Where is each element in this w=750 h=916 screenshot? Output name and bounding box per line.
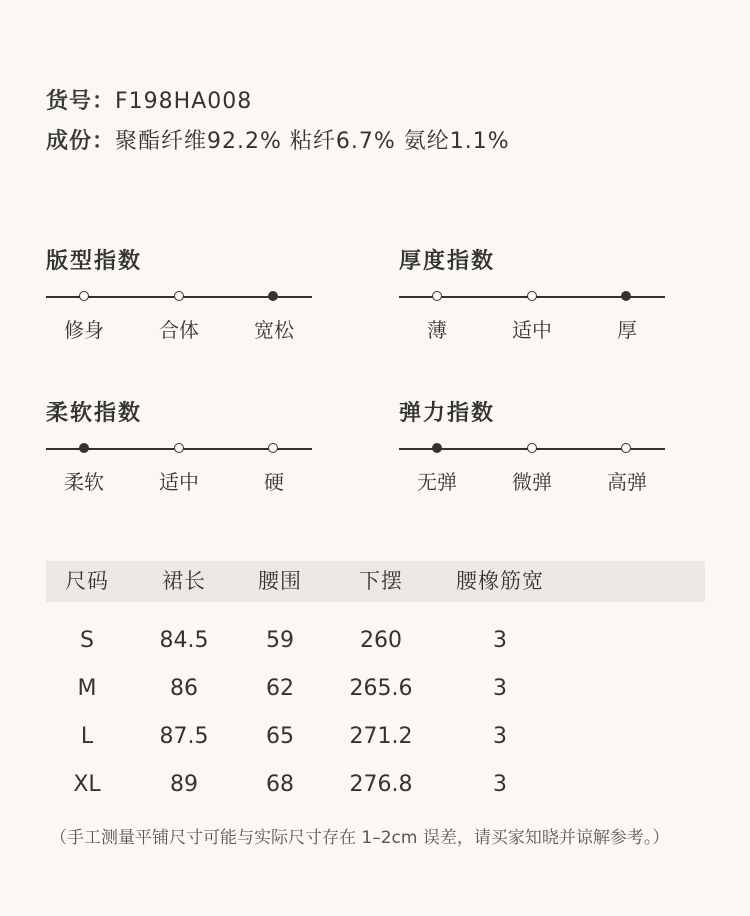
cell-waistband-width: 3	[493, 628, 507, 653]
cell-waist: 65	[266, 724, 294, 749]
header-waistband-width: 腰橡筋宽	[456, 569, 544, 593]
cell-waistband-width: 3	[493, 772, 507, 797]
cell-hem: 276.8	[349, 772, 413, 797]
fit-index-title: 版型指数	[46, 249, 143, 274]
thickness-index-dot	[527, 291, 537, 301]
fit-index-dot	[268, 291, 278, 301]
thickness-option-label: 适中	[512, 318, 552, 342]
fit-index-dot	[79, 291, 89, 301]
cell-waist: 62	[266, 676, 294, 701]
cell-hem: 265.6	[349, 676, 413, 701]
fit-option-label: 宽松	[254, 318, 294, 342]
cell-size: L	[80, 724, 94, 749]
sku-label: 货号：	[46, 89, 116, 114]
cell-waistband-width: 3	[493, 676, 507, 701]
fit-index-dot	[174, 291, 184, 301]
composition-value: 聚酯纤维92.2% 粘纤6.7% 氨纶1.1%	[115, 129, 510, 154]
cell-length: 84.5	[159, 628, 209, 653]
softness-index-dot	[268, 443, 278, 453]
stretch-option-label: 微弹	[512, 470, 552, 494]
sku-line	[46, 84, 252, 115]
cell-waist: 68	[266, 772, 294, 797]
measurement-note: （手工测量平铺尺寸可能与实际尺寸存在 1–2cm 误差，请买家知晓并谅解参考。）	[50, 828, 670, 848]
fit-option-label: 合体	[159, 318, 199, 342]
size-table-header	[46, 561, 705, 602]
softness-index	[46, 396, 312, 496]
cell-length: 87.5	[159, 724, 209, 749]
thickness-index-dot	[621, 291, 631, 301]
cell-size: XL	[73, 772, 101, 797]
softness-option-label: 适中	[159, 470, 199, 494]
stretch-option-label: 高弹	[607, 470, 647, 494]
cell-size: M	[77, 676, 97, 701]
table-row	[46, 617, 705, 665]
stretch-option-label: 无弹	[417, 470, 457, 494]
thickness-index-dot	[432, 291, 442, 301]
softness-option-label: 柔软	[64, 470, 104, 494]
stretch-index-dot	[621, 443, 631, 453]
cell-hem: 271.2	[349, 724, 413, 749]
size-table-body	[46, 602, 705, 809]
size-table	[46, 561, 705, 809]
stretch-index-dot	[527, 443, 537, 453]
cell-size: S	[80, 628, 94, 653]
cell-hem: 260	[360, 628, 402, 653]
header-waist: 腰围	[258, 569, 302, 593]
cell-length: 86	[170, 676, 198, 701]
cell-length: 89	[170, 772, 198, 797]
softness-option-label: 硬	[264, 470, 284, 494]
stretch-index	[399, 396, 665, 496]
softness-index-dot	[79, 443, 89, 453]
softness-index-dot	[174, 443, 184, 453]
header-hem: 下摆	[359, 569, 403, 593]
softness-index-title: 柔软指数	[46, 401, 143, 426]
composition-line	[46, 124, 510, 155]
thickness-index-title: 厚度指数	[399, 249, 496, 274]
thickness-index	[399, 244, 665, 344]
sku-value: F198HA008	[115, 89, 253, 114]
table-row	[46, 713, 705, 761]
fit-option-label: 修身	[64, 318, 104, 342]
stretch-index-title: 弹力指数	[399, 401, 496, 426]
header-size: 尺码	[65, 569, 109, 593]
cell-waist: 59	[266, 628, 294, 653]
cell-waistband-width: 3	[493, 724, 507, 749]
header-length: 裙长	[162, 569, 206, 593]
composition-label: 成份：	[46, 129, 116, 154]
thickness-option-label: 厚	[617, 318, 637, 342]
thickness-option-label: 薄	[427, 318, 447, 342]
fit-index	[46, 244, 312, 344]
table-row	[46, 665, 705, 713]
stretch-index-dot	[432, 443, 442, 453]
table-row	[46, 761, 705, 809]
